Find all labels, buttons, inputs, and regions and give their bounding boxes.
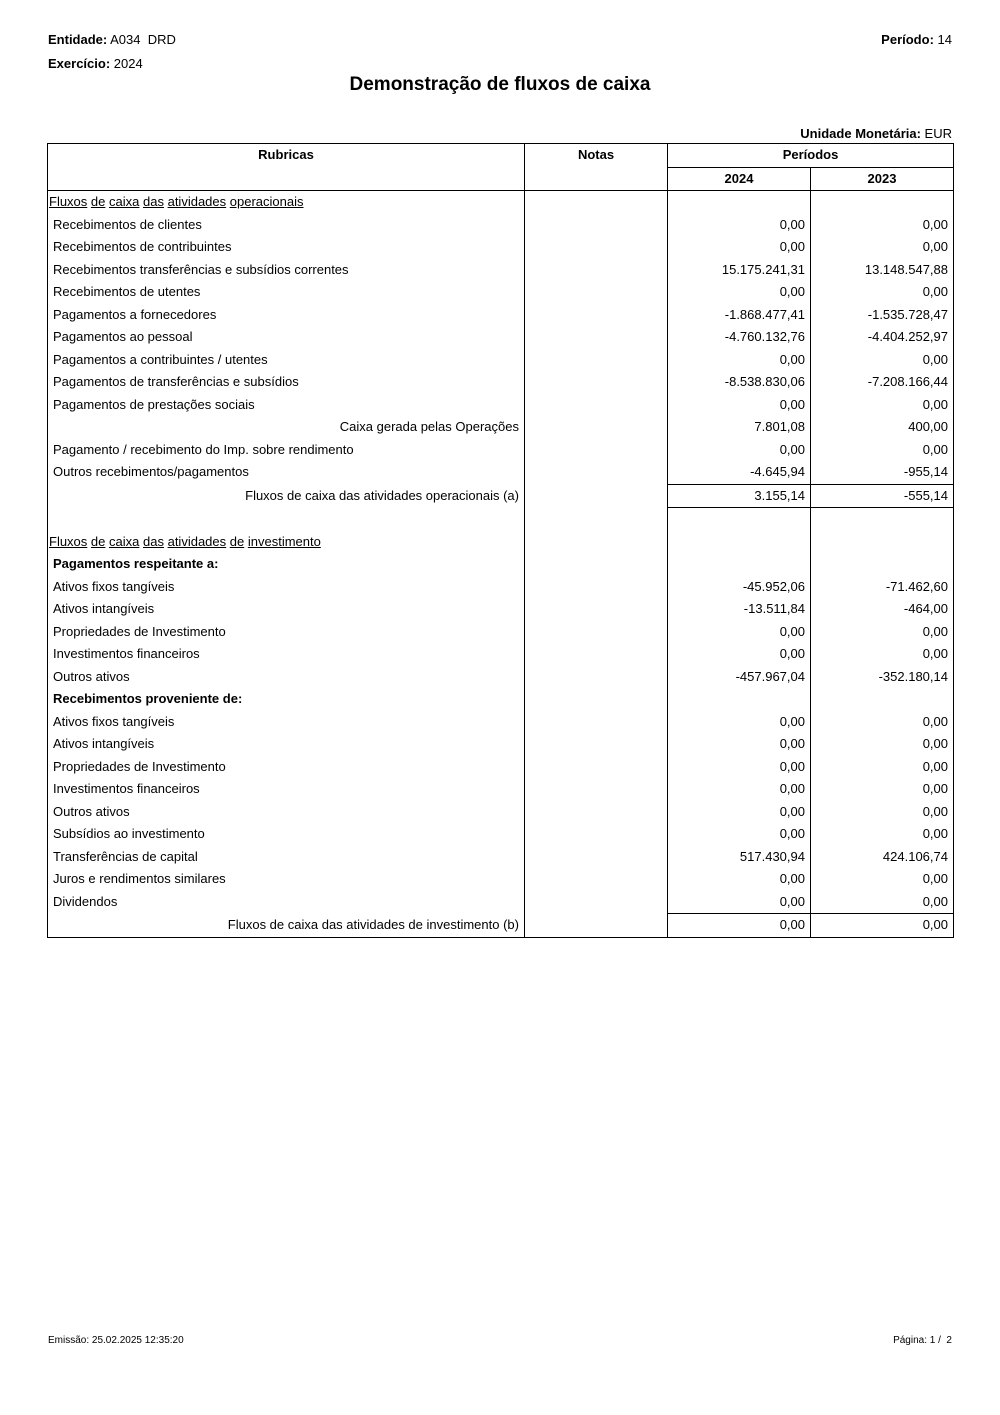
section-title-word: Fluxos — [49, 194, 88, 209]
value-2024-cell: 0,00 — [668, 914, 811, 938]
section-title-word: das — [143, 194, 164, 209]
rubrica-cell: Juros e rendimentos similares — [48, 868, 525, 891]
table-row — [48, 304, 954, 327]
value-2024-cell: 0,00 — [668, 801, 811, 824]
value-2023-cell: 13.148.547,88 — [811, 259, 954, 282]
section-title-word: atividades — [167, 194, 227, 209]
page-title: Demonstração de fluxos de caixa — [349, 74, 651, 95]
section-row — [48, 191, 954, 214]
value-2023-cell: 0,00 — [811, 236, 954, 259]
value-2023-cell: 400,00 — [811, 416, 954, 439]
section-row — [48, 531, 954, 554]
value-2023-cell: 0,00 — [811, 733, 954, 756]
notas-cell — [525, 326, 668, 349]
rubrica-cell: Pagamentos a fornecedores — [48, 304, 525, 327]
table-row — [48, 846, 954, 869]
rubrica-cell: Fluxos de caixa das atividades de investimento (b) — [48, 914, 525, 938]
value-2023-cell: 0,00 — [811, 621, 954, 644]
table-row — [48, 711, 954, 734]
notas-cell — [525, 914, 668, 938]
rubrica-cell: Outros recebimentos/pagamentos — [48, 461, 525, 484]
value-2023-cell: -955,14 — [811, 461, 954, 484]
year-line — [48, 56, 143, 72]
notas-cell — [525, 484, 668, 508]
rubrica-cell: Propriedades de Investimento — [48, 621, 525, 644]
value-2023-cell: 0,00 — [811, 349, 954, 372]
notas-cell — [525, 711, 668, 734]
value-2023-cell: 0,00 — [811, 801, 954, 824]
value-2024-cell: -13.511,84 — [668, 598, 811, 621]
value-2024-cell: 0,00 — [668, 823, 811, 846]
table-row — [48, 868, 954, 891]
table-row — [48, 236, 954, 259]
value-2024-cell: 0,00 — [668, 711, 811, 734]
notas-cell — [525, 236, 668, 259]
section-title-word: caixa — [109, 194, 140, 209]
table-row — [48, 326, 954, 349]
value-2024-cell: 0,00 — [668, 868, 811, 891]
value-2023-cell: 0,00 — [811, 394, 954, 417]
notas-cell — [525, 439, 668, 462]
section-title-word: atividades — [167, 533, 227, 549]
section-title-word: operacionais — [229, 194, 304, 209]
rubrica-cell: Dividendos — [48, 891, 525, 914]
rubrica-cell: Pagamentos respeitante a: — [48, 553, 525, 576]
rubrica-cell: Ativos intangíveis — [48, 598, 525, 621]
notas-cell — [525, 688, 668, 711]
notas-cell — [525, 621, 668, 644]
notas-cell — [525, 891, 668, 914]
spacer-row — [48, 508, 954, 531]
value-2024-cell: -4.645,94 — [668, 461, 811, 484]
value-2024-cell: 15.175.241,31 — [668, 259, 811, 282]
value-2023-cell — [811, 191, 954, 214]
notas-cell — [525, 461, 668, 484]
value-2023-cell: -555,14 — [811, 484, 954, 508]
value-2024-cell: 3.155,14 — [668, 484, 811, 508]
table-row — [48, 576, 954, 599]
value-2023-cell: -7.208.166,44 — [811, 371, 954, 394]
period-label: Período: — [881, 32, 934, 47]
value-2024-cell: 0,00 — [668, 733, 811, 756]
rubrica-cell: Ativos fixos tangíveis — [48, 711, 525, 734]
table-row — [48, 688, 954, 711]
notas-cell — [525, 304, 668, 327]
table-row — [48, 666, 954, 689]
value-2023-cell — [811, 688, 954, 711]
value-2023-cell: 0,00 — [811, 778, 954, 801]
table-row — [48, 439, 954, 462]
section-title-word: de — [229, 533, 245, 549]
page-number: Página: 1 / 2 — [893, 1335, 952, 1346]
table-row — [48, 756, 954, 779]
notas-cell — [525, 643, 668, 666]
notas-cell — [525, 801, 668, 824]
value-2024-cell: -457.967,04 — [668, 666, 811, 689]
notas-cell — [525, 756, 668, 779]
table-row — [48, 461, 954, 484]
entity-line — [48, 32, 176, 48]
table-body — [48, 191, 954, 938]
notas-cell — [525, 349, 668, 372]
rubrica-cell: Transferências de capital — [48, 846, 525, 869]
table-row — [48, 891, 954, 914]
value-2023-cell: 0,00 — [811, 439, 954, 462]
value-2024-cell — [668, 191, 811, 214]
rubrica-cell: Pagamento / recebimento do Imp. sobre rendimento — [48, 439, 525, 462]
rubrica-cell: Investimentos financeiros — [48, 778, 525, 801]
table-row — [48, 349, 954, 372]
rubrica-cell: Ativos fixos tangíveis — [48, 576, 525, 599]
table-row — [48, 371, 954, 394]
rubrica-cell: Pagamentos de transferências e subsídios — [48, 371, 525, 394]
value-2024-cell: 0,00 — [668, 439, 811, 462]
table-row — [48, 394, 954, 417]
value-2024-cell — [668, 531, 811, 554]
year-label: Exercício: — [48, 56, 111, 71]
table-row — [48, 214, 954, 237]
notas-cell — [525, 553, 668, 576]
table-row — [48, 281, 954, 304]
value-2023-cell — [811, 531, 954, 554]
table-row — [48, 643, 954, 666]
rubrica-cell: Recebimentos transferências e subsídios correntes — [48, 259, 525, 282]
rubrica-cell: Subsídios ao investimento — [48, 823, 525, 846]
section-title-word: das — [143, 533, 164, 549]
rubrica-cell: Recebimentos proveniente de: — [48, 688, 525, 711]
notas-cell — [525, 868, 668, 891]
value-2023-cell: 0,00 — [811, 914, 954, 938]
col-header-rubricas: Rubricas — [48, 144, 525, 191]
value-2024-cell: -1.868.477,41 — [668, 304, 811, 327]
value-2023-cell: 0,00 — [811, 711, 954, 734]
rubrica-cell: Pagamentos de prestações sociais — [48, 394, 525, 417]
notas-cell — [525, 733, 668, 756]
table-row — [48, 598, 954, 621]
section-title-word: investimento — [247, 533, 321, 549]
table-row — [48, 416, 954, 439]
value-2024-cell: 0,00 — [668, 349, 811, 372]
notas-cell — [525, 416, 668, 439]
notas-cell — [525, 371, 668, 394]
value-2024-cell: 0,00 — [668, 621, 811, 644]
rubrica-cell — [48, 191, 525, 214]
value-2024-cell: 0,00 — [668, 394, 811, 417]
rubrica-cell — [48, 508, 525, 531]
rubrica-cell: Ativos intangíveis — [48, 733, 525, 756]
value-2023-cell — [811, 508, 954, 531]
value-2023-cell — [811, 553, 954, 576]
rubrica-cell: Caixa gerada pelas Operações — [48, 416, 525, 439]
entity-value: A034 DRD — [110, 32, 176, 47]
notas-cell — [525, 214, 668, 237]
rubrica-cell: Recebimentos de contribuintes — [48, 236, 525, 259]
table-row — [48, 914, 954, 938]
notas-cell — [525, 598, 668, 621]
notas-cell — [525, 531, 668, 554]
value-2024-cell: 0,00 — [668, 214, 811, 237]
section-title-word: caixa — [109, 533, 140, 549]
notas-cell — [525, 259, 668, 282]
rubrica-cell: Investimentos financeiros — [48, 643, 525, 666]
value-2023-cell: 0,00 — [811, 823, 954, 846]
value-2024-cell — [668, 553, 811, 576]
value-2023-cell: 0,00 — [811, 214, 954, 237]
value-2024-cell: 0,00 — [668, 643, 811, 666]
emission-timestamp: Emissão: 25.02.2025 12:35:20 — [48, 1335, 184, 1346]
section-title-word: de — [90, 194, 106, 209]
notas-cell — [525, 823, 668, 846]
value-2024-cell: -8.538.830,06 — [668, 371, 811, 394]
year-value: 2024 — [113, 56, 143, 71]
table-row — [48, 733, 954, 756]
table-row — [48, 484, 954, 508]
rubrica-cell: Outros ativos — [48, 666, 525, 689]
value-2024-cell: 517.430,94 — [668, 846, 811, 869]
value-2023-cell: 0,00 — [811, 891, 954, 914]
rubrica-cell: Pagamentos ao pessoal — [48, 326, 525, 349]
col-header-notas: Notas — [525, 144, 668, 191]
value-2023-cell: 424.106,74 — [811, 846, 954, 869]
rubrica-cell: Recebimentos de clientes — [48, 214, 525, 237]
currency-line — [800, 126, 952, 142]
table-row — [48, 801, 954, 824]
value-2024-cell: 0,00 — [668, 891, 811, 914]
notas-cell — [525, 778, 668, 801]
rubrica-cell: Fluxos de caixa das atividades operacionais (a) — [48, 484, 525, 508]
value-2024-cell: 0,00 — [668, 778, 811, 801]
table-row — [48, 823, 954, 846]
value-2024-cell: -45.952,06 — [668, 576, 811, 599]
value-2023-cell: -4.404.252,97 — [811, 326, 954, 349]
notas-cell — [525, 576, 668, 599]
notas-cell — [525, 666, 668, 689]
rubrica-cell: Outros ativos — [48, 801, 525, 824]
table-row — [48, 553, 954, 576]
notas-cell — [525, 508, 668, 531]
value-2023-cell: 0,00 — [811, 868, 954, 891]
entity-label: Entidade: — [48, 32, 108, 47]
table-row — [48, 778, 954, 801]
notas-cell — [525, 191, 668, 214]
notas-cell — [525, 394, 668, 417]
currency-value: EUR — [924, 126, 952, 141]
value-2024-cell: 0,00 — [668, 756, 811, 779]
col-header-year-2023: 2023 — [811, 167, 954, 191]
value-2023-cell: 0,00 — [811, 643, 954, 666]
value-2024-cell: -4.760.132,76 — [668, 326, 811, 349]
rubrica-cell: Recebimentos de utentes — [48, 281, 525, 304]
value-2024-cell: 0,00 — [668, 281, 811, 304]
rubrica-cell — [48, 531, 525, 554]
rubrica-cell: Propriedades de Investimento — [48, 756, 525, 779]
cash-flow-table — [47, 143, 954, 938]
value-2024-cell: 0,00 — [668, 236, 811, 259]
value-2023-cell: -1.535.728,47 — [811, 304, 954, 327]
notas-cell — [525, 281, 668, 304]
table-row — [48, 259, 954, 282]
notas-cell — [525, 846, 668, 869]
rubrica-cell: Pagamentos a contribuintes / utentes — [48, 349, 525, 372]
period-value: 14 — [937, 32, 952, 47]
value-2024-cell — [668, 688, 811, 711]
value-2023-cell: -464,00 — [811, 598, 954, 621]
currency-label: Unidade Monetária: — [800, 126, 921, 141]
value-2024-cell: 7.801,08 — [668, 416, 811, 439]
value-2023-cell: 0,00 — [811, 756, 954, 779]
table-row — [48, 621, 954, 644]
value-2023-cell: -352.180,14 — [811, 666, 954, 689]
section-title-word: Fluxos — [49, 533, 88, 549]
section-title-word: de — [90, 533, 106, 549]
col-header-periodos: Períodos — [668, 144, 954, 168]
value-2024-cell — [668, 508, 811, 531]
value-2023-cell: -71.462,60 — [811, 576, 954, 599]
period-line — [881, 32, 952, 48]
value-2023-cell: 0,00 — [811, 281, 954, 304]
col-header-year-2024: 2024 — [668, 167, 811, 191]
